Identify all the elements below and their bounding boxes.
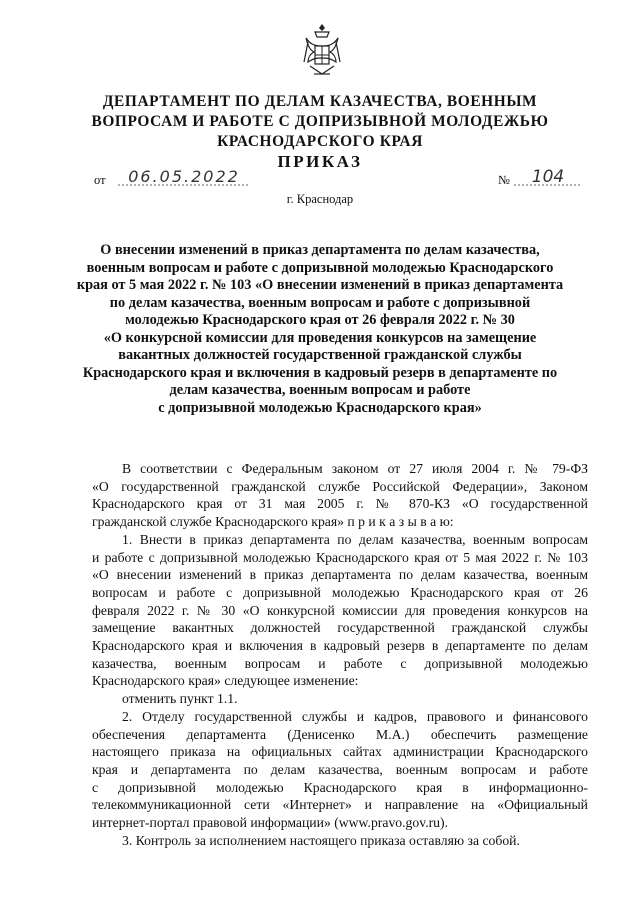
body-line: Краснодарского края от 31 мая 2005 г. № 870-КЗ «О государственной: [92, 496, 588, 512]
date-prefix: от: [94, 173, 106, 187]
header-line: ВОПРОСАМ И РАБОТЕ С ДОПРИЗЫВНОЙ МОЛОДЕЖЬЮ: [91, 113, 549, 130]
title-line: с допризывной молодежью Краснодарского края»: [158, 399, 482, 416]
body-line: Краснодарского края» следующее изменение:: [92, 673, 359, 689]
title-line: края от 5 мая 2022 г. № 103 «О внесении изменений в приказ департамента: [76, 277, 564, 293]
body-line: телекоммуникационной сети «Интернет» и направление на «Официальный: [92, 797, 588, 813]
handwritten-number-text: 104: [531, 167, 565, 187]
order-title: [70, 242, 570, 417]
body-line: 1. Внести в приказ департамента по делам казачества, военным вопросам: [122, 531, 588, 547]
header-line: ДЕПАРТАМЕНТ ПО ДЕЛАМ КАЗАЧЕСТВА, ВОЕННЫМ: [102, 93, 538, 110]
title-line: вакантных должностей государственной гражданской службы: [118, 347, 522, 363]
body-line: казачества, военным вопросам и работе с допризывной молодежью: [92, 655, 588, 671]
handwritten-date: [118, 165, 250, 189]
title-line: «О конкурсной комиссии для проведения конкурсов на замещение: [103, 329, 537, 346]
header-line: КРАСНОДАРСКОГО КРАЯ: [217, 133, 423, 150]
department-header: [60, 92, 580, 152]
title-line: делам казачества, военным вопросам и работе: [169, 382, 471, 398]
body-line: февраля 2022 г. № 30 «О конкурсной комиссии для проведения конкурсов на: [92, 602, 588, 618]
body-line: замещение вакантных должностей государственной гражданской службы: [92, 620, 588, 636]
title-line: молодежью Краснодарского края от 26 февраля 2022 г. № 30: [125, 312, 515, 328]
body-line: обеспечения департамента (Денисенко М.А.) обеспечить размещение: [92, 726, 588, 742]
body-line: гражданской службе Краснодарского края» п р и к а з ы в а ю:: [92, 514, 454, 530]
body-line: «О внесении изменений в приказ департамента по делам казачества, военным: [92, 567, 588, 583]
body-line: с допризывной молодежью Краснодарского края в информационно-: [92, 779, 588, 795]
body-line: В соответствии с Федеральным законом от 27 июля 2004 г. № 79-ФЗ: [122, 461, 588, 476]
title-line: по делам казачества, военным вопросам и работе с допризывной: [109, 294, 531, 311]
number-prefix: №: [498, 173, 510, 187]
body-line: 3. Контроль за исполнением настоящего приказа оставляю за собой.: [122, 832, 520, 848]
city-line: г. Краснодар: [286, 192, 354, 206]
title-line: Краснодарского края и включения в кадровый резерв в департаменте по: [82, 364, 558, 381]
body-line: интернет-портал правовой информации» (www.pravo.gov.ru).: [92, 815, 448, 831]
body-line: отменить пункт 1.1.: [122, 691, 238, 707]
body-line: и работе с допризывной молодежью Краснодарского края от 5 мая 2022 г. № 103: [92, 549, 588, 565]
body-line: Краснодарского края и включения в кадровый резерв в департаменте по делам: [92, 638, 588, 654]
body-line: настоящего приказа на официальных сайтах администрации Краснодарского: [92, 744, 588, 760]
body-line: 2. Отделу государственной службы и кадров, правового и финансового: [122, 708, 588, 724]
title-line: военным вопросам и работе с допризывной молодежью Краснодарского: [86, 259, 554, 276]
krasnodar-coat-of-arms-emblem: [300, 22, 344, 80]
title-line: О внесении изменений в приказ департамента по делам казачества,: [100, 242, 540, 258]
handwritten-date-text: 06.05.2022: [128, 167, 240, 186]
body-line: вопросам и работе с допризывной молодежью Краснодарского края от 26: [92, 584, 588, 600]
order-body: [92, 460, 588, 849]
body-line: «О государственной гражданской службе Российской Федерации», Законом: [92, 478, 588, 494]
body-line: края и департамента по делам казачества, военным вопросам и работе: [92, 761, 588, 777]
document-type-heading: ПРИКАЗ: [277, 152, 363, 171]
handwritten-number: [510, 165, 582, 189]
